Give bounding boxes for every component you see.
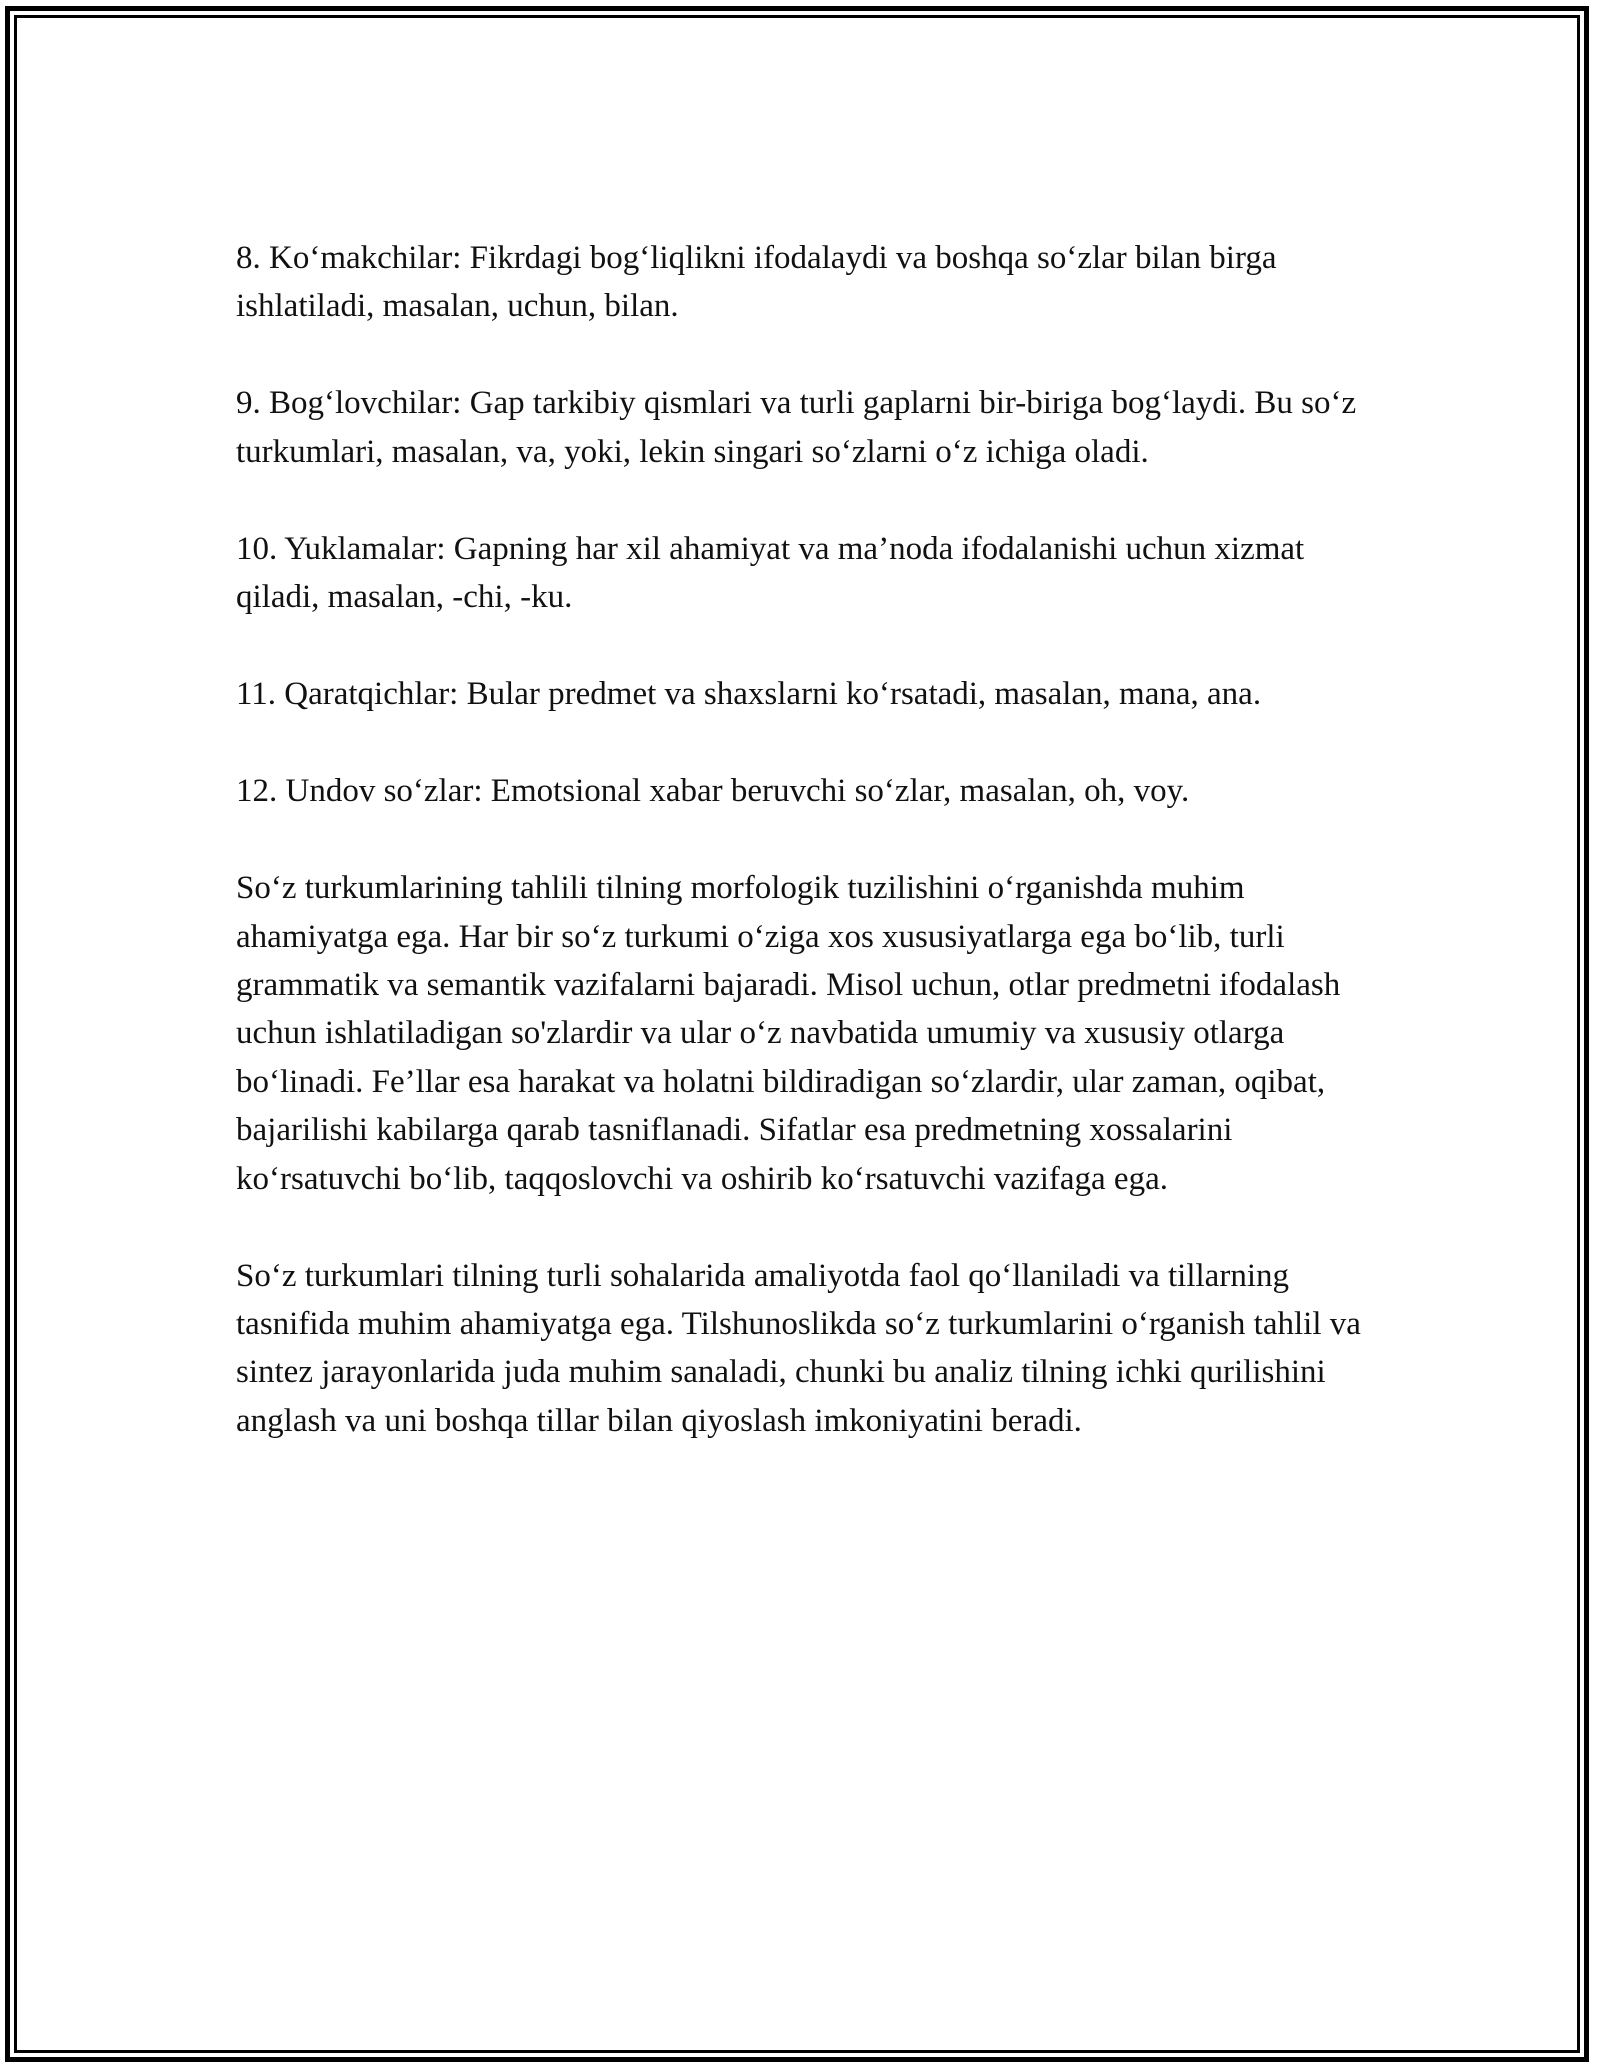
paragraph-conclusion: So‘z turkumlari tilning turli sohalarida amaliyotda faol qo‘llaniladi va tillarning tasnifida muhim ahamiyatga ega. Tilshunoslikda so‘z turkumlarini o‘rganish tahlil va sintez jarayonlarida juda muhim sanaladi, chunki bu analiz tilning ichki qurilishini anglash va uni boshqa tillar bilan qiyoslash imkoniyatini beradi.	[236, 1257, 1361, 1439]
list-item-komakchilar: 8. Ko‘makchilar: Fikrdagi bog‘liqlikni ifodalaydi va boshqa so‘zlar bilan birga ishlatiladi, masalan, uchun, bilan.	[236, 240, 1277, 325]
list-item-yuklamalar: 10. Yuklamalar: Gapning har xil ahamiyat va ma’noda ifodalanishi uchun xizmat qiladi, masalan, -chi, -ku.	[236, 530, 1305, 616]
list-item-qaratqichlar: 11. Qaratqichlar: Bular predmet va shaxslarni ko‘rsatadi, masalan, mana, ana.	[236, 676, 1262, 713]
list-item-undov-sozlar: 12. Undov so‘zlar: Emotsional xabar beruvchi so‘zlar, masalan, oh, voy.	[236, 773, 1190, 810]
document-body	[236, 234, 1366, 1494]
list-item-boglovchilar: 9. Bog‘lovchilar: Gap tarkibiy qismlari va turli gaplarni bir-biriga bog‘laydi. Bu so‘z turkumlari, masalan, va, yoki, lekin singari so‘zlarni o‘z ichiga oladi.	[236, 385, 1357, 470]
paragraph-analysis: So‘z turkumlarining tahlili tilning morfologik tuzilishini o‘rganishda muhim ahamiyatga ega. Har bir so‘z turkumi o‘ziga xos xususiyatlarga ega bo‘lib, turli grammatik va semantik vazifalarni bajaradi. Misol uchun, otlar predmetni ifodalash uchun ishlatiladigan so'zlardir va ular o‘z navbatida umumiy va xususiy otlarga bo‘linadi. Fe’llar esa harakat va holatni bildiradigan so‘zlardir, ular zaman, oqibat, bajarilishi kabilarga qarab tasniflanadi. Sifatlar esa predmetning xossalarini ko‘rsatuvchi bo‘lib, taqqoslovchi va oshirib ko‘rsatuvchi vazifaga ega.	[236, 870, 1341, 1197]
